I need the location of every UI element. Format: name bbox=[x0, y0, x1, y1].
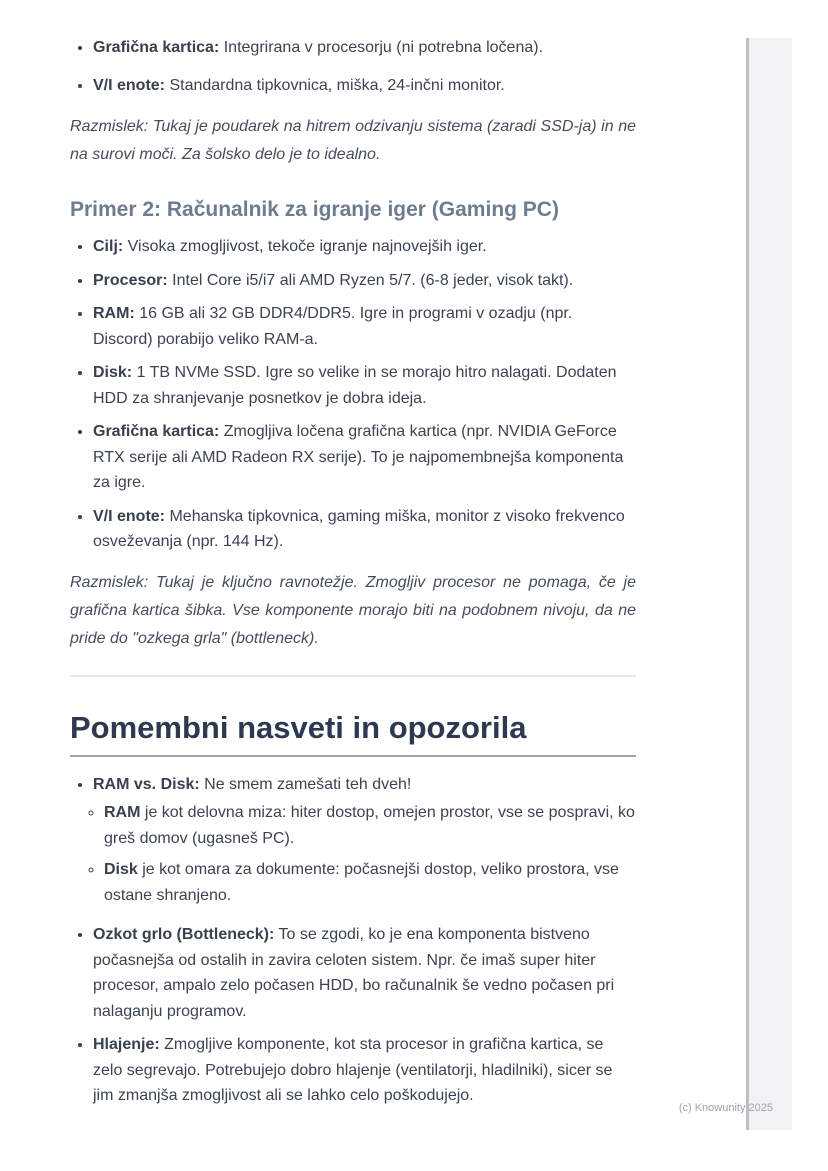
section-heading-primer2: Primer 2: Računalnik za igranje iger (Gaming PC) bbox=[70, 198, 559, 221]
item-text: Intel Core i5/i7 ali AMD Ryzen 5/7. (6-8 jeder, visok takt). bbox=[167, 271, 574, 289]
item-label: RAM bbox=[104, 804, 141, 821]
list-item bbox=[93, 73, 636, 99]
item-label: V/I enote: bbox=[93, 507, 166, 525]
item-label: Hlajenje: bbox=[93, 1036, 160, 1053]
item-text: Zmogljiva ločena grafična kartica (npr. NVIDIA GeForce RTX serije ali AMD Radeon RX serije). To je najpomembnejša komponenta za igre. bbox=[93, 423, 624, 491]
right-page-edge bbox=[746, 38, 792, 1130]
item-text: To se zgodi, ko je ena komponenta bistveno počasnejša od ostalih in zavira celoten sistem. Npr. če imaš super hiter procesor, ampalo zelo počasen HDD, bo računalnik še vedno počasen pri nalaganju programov. bbox=[93, 926, 615, 1020]
item-text: je kot delovna miza: hiter dostop, omejen prostor, vse se pospravi, ko greš domov (ugasneš PC). bbox=[104, 804, 635, 847]
item-text: Ne smem zamešati teh dveh! bbox=[199, 775, 412, 793]
list-item bbox=[93, 419, 636, 496]
list-item bbox=[93, 1032, 636, 1109]
list-item bbox=[93, 35, 636, 61]
reflection-note: Razmislek: Tukaj je ključno ravnotežje. Zmogljiv procesor ne pomaga, če je grafična kartica šibka. Vse komponente morajo biti na podobnem nivoju, da ne pride do "ozkega grla" (bottleneck). bbox=[70, 573, 636, 647]
document-content bbox=[70, 35, 636, 1117]
list-item bbox=[93, 234, 636, 260]
list-item bbox=[93, 360, 636, 411]
item-text: Mehanska tipkovnica, gaming miška, monitor z visoko frekvenco osveževanja (npr. 144 Hz). bbox=[93, 507, 625, 550]
nested-list-item bbox=[104, 857, 636, 908]
list-item bbox=[93, 772, 636, 909]
list-item bbox=[93, 268, 636, 294]
main-heading: Pomembni nasveti in opozorila bbox=[70, 709, 636, 757]
item-text: Zmogljive komponente, kot sta procesor in grafična kartica, se zelo segrevajo. Potrebujejo dobro hlajenje (ventilatorji, hladilniki), sicer se jim zmanjša zmogljivost ali se lahko celo poškodujejo. bbox=[93, 1036, 613, 1104]
nested-list bbox=[93, 800, 636, 908]
item-text: Standardna tipkovnica, miška, 24-inčni monitor. bbox=[165, 76, 505, 94]
item-label: Grafična kartica: bbox=[93, 423, 220, 440]
list-item bbox=[93, 922, 636, 1024]
tips-bullet-list bbox=[70, 772, 636, 1109]
section-divider bbox=[70, 675, 636, 677]
reflection-note: Razmislek: Tukaj je poudarek na hitrem odzivanju sistema (zaradi SSD-ja) in ne na surovi moči. Za šolsko delo je to idealno. bbox=[70, 118, 636, 163]
item-label: Disk: bbox=[93, 364, 133, 381]
item-label: Procesor: bbox=[93, 271, 168, 289]
item-text: Visoka zmogljivost, tekoče igranje najnovejših iger. bbox=[123, 238, 487, 255]
item-text: 1 TB NVMe SSD. Igre so velike in se morajo hitro nalagati. Dodaten HDD za shranjevanje posnetkov je dobra ideja. bbox=[93, 364, 617, 407]
item-text: 16 GB ali 32 GB DDR4/DDR5. Igre in programi v ozadju (npr. Discord) porabijo veliko RAM-a. bbox=[93, 305, 573, 348]
list-item bbox=[93, 504, 636, 555]
item-label: RAM: bbox=[93, 305, 135, 322]
footer-copyright: (c) Knowunity 2025 bbox=[678, 1102, 773, 1114]
item-label: Disk bbox=[104, 861, 138, 878]
intro-bullet-list bbox=[70, 35, 636, 98]
nested-list-item bbox=[104, 800, 636, 851]
item-label: Cilj: bbox=[93, 238, 124, 255]
gaming-pc-bullet-list bbox=[70, 234, 636, 555]
list-item bbox=[93, 301, 636, 352]
item-label: RAM vs. Disk: bbox=[93, 775, 200, 793]
item-label: Ozkot grlo (Bottleneck): bbox=[93, 926, 275, 943]
item-text: je kot omara za dokumente: počasnejši dostop, veliko prostora, vse ostane shranjeno. bbox=[104, 861, 619, 904]
item-label: V/I enote: bbox=[93, 76, 166, 94]
item-label: Grafična kartica: bbox=[93, 39, 220, 56]
item-text: Integrirana v procesorju (ni potrebna ločena). bbox=[219, 39, 544, 56]
